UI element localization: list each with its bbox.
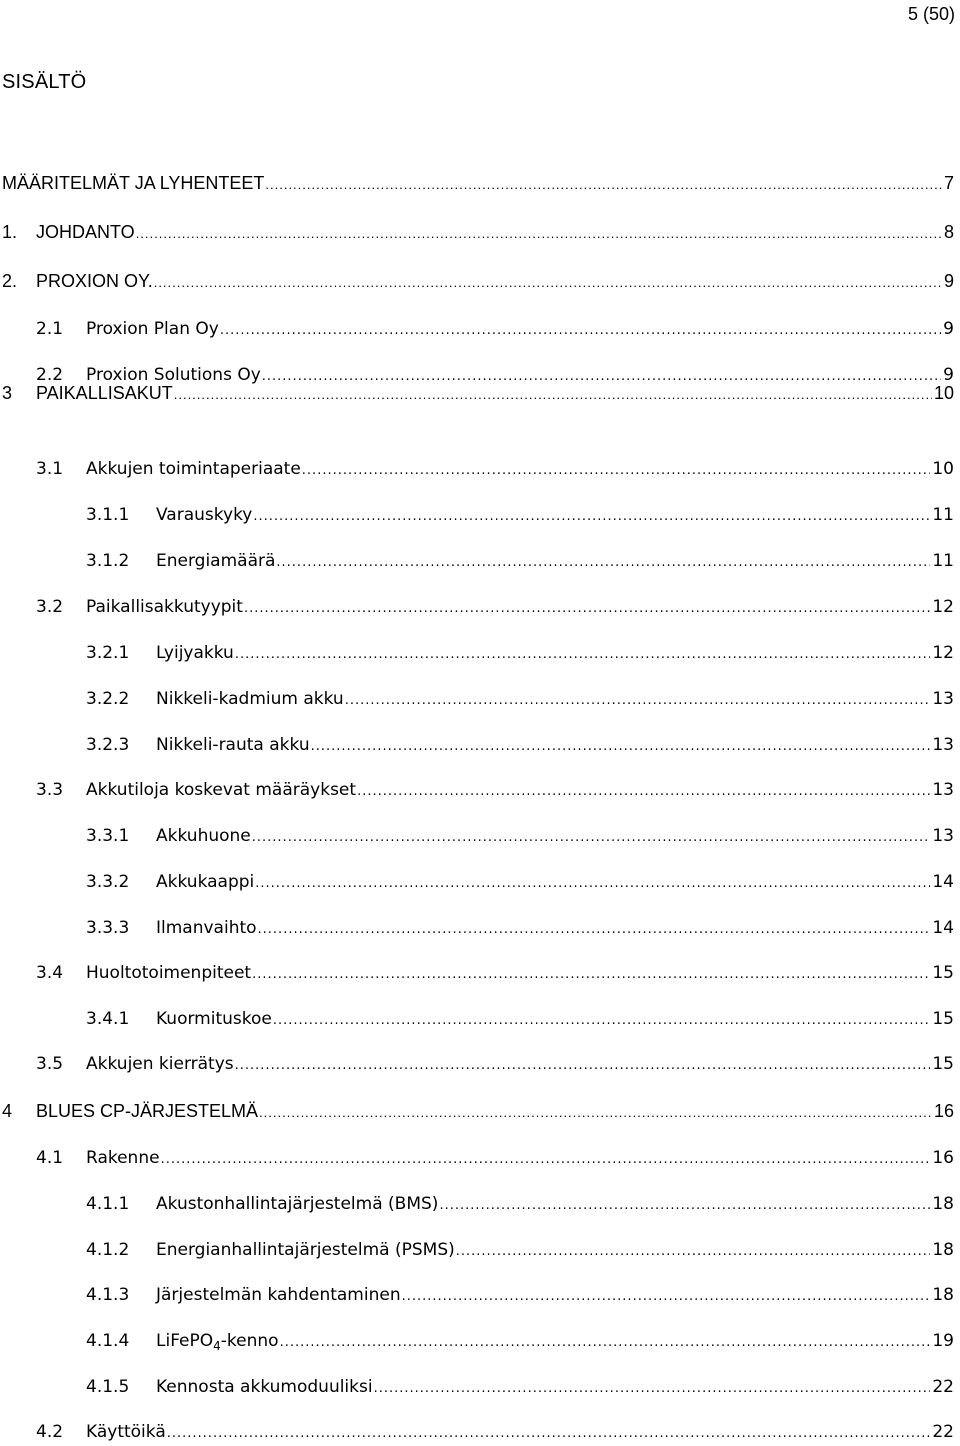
toc-entry-label: Käyttöikä — [86, 1422, 166, 1442]
toc-entry-number: 3.2 — [36, 597, 64, 617]
toc-entry-page: 19 — [932, 1331, 954, 1351]
toc-entry[interactable] — [0, 221, 954, 245]
toc-entry-label: PROXION OY. — [36, 271, 153, 291]
toc-entry-label: Akkuhuone — [156, 826, 251, 846]
toc-entry-page: 16 — [932, 1148, 954, 1168]
toc-entry-number: 3.1.1 — [86, 505, 130, 525]
dot-leader — [345, 690, 931, 712]
toc-entry[interactable] — [0, 318, 954, 342]
toc-entry-label: Proxion Solutions Oy — [86, 365, 261, 385]
toc-entry-page: 22 — [932, 1422, 954, 1442]
toc-entry-number: 4.1 — [36, 1148, 64, 1168]
toc-entry-label: Akkujen toimintaperiaate — [86, 459, 301, 479]
toc-entry-label-subscript: 4 — [213, 1339, 221, 1353]
toc-entry-label: PAIKALLISAKUT — [36, 383, 173, 403]
dot-leader — [244, 598, 930, 620]
toc-entry-number: 4 — [2, 1101, 13, 1121]
toc-entry-page: 15 — [932, 1009, 954, 1029]
toc-entry-number: 3.5 — [36, 1054, 64, 1074]
toc-entry[interactable] — [0, 550, 954, 574]
toc-entry-number: 2.1 — [36, 319, 64, 339]
toc-entry[interactable] — [0, 1284, 954, 1308]
toc-entry-number: 3.4 — [36, 963, 64, 983]
toc-entry-number: 3.2.2 — [86, 689, 130, 709]
toc-entry[interactable] — [0, 504, 954, 528]
dot-leader — [258, 919, 931, 941]
toc-entry[interactable] — [0, 962, 954, 986]
toc-entry[interactable] — [0, 458, 954, 482]
toc-entry[interactable] — [0, 1008, 954, 1032]
toc-entry[interactable] — [0, 734, 954, 758]
dot-leader — [255, 873, 930, 895]
dot-leader — [276, 552, 930, 574]
toc-entry[interactable] — [0, 172, 954, 196]
toc-entry-label: Kennosta akkumoduuliksi — [156, 1377, 373, 1397]
toc-entry-page: 18 — [932, 1240, 954, 1260]
toc-entry-page: 11 — [932, 551, 954, 571]
toc-entry-label: Energiamäärä — [156, 551, 276, 571]
dot-leader — [161, 1149, 931, 1171]
toc-entry-page: 9 — [943, 271, 954, 291]
toc-entry-number: 3.2.1 — [86, 643, 130, 663]
toc-entry-number: 4.2 — [36, 1422, 64, 1442]
toc-entry-page: 9 — [943, 365, 954, 385]
dot-leader — [252, 827, 931, 849]
dot-leader — [357, 781, 930, 803]
toc-entry-label: MÄÄRITELMÄT JA LYHENTEET — [2, 173, 265, 193]
toc-entry[interactable] — [0, 642, 954, 666]
toc-entry-label: Nikkeli-kadmium akku — [156, 689, 344, 709]
toc-entry-label: Energianhallintajärjestelmä (PSMS) — [156, 1240, 455, 1260]
dot-leader — [311, 736, 931, 758]
dot-leader — [252, 964, 930, 986]
toc-entry[interactable] — [0, 1193, 954, 1217]
dot-leader — [154, 272, 942, 294]
toc-entry-page: 8 — [943, 222, 954, 242]
toc-entry-page: 15 — [932, 1054, 954, 1074]
toc-entry-number: 3.1.2 — [86, 551, 130, 571]
dot-leader — [302, 460, 931, 482]
toc-entry[interactable] — [0, 688, 954, 712]
toc-entry-page: 22 — [932, 1377, 954, 1397]
toc-entry-label-tail: -kenno — [220, 1331, 279, 1351]
toc-entry-label: Rakenne — [86, 1148, 160, 1168]
toc-entry-page: 16 — [933, 1101, 954, 1121]
toc-entry-page: 11 — [932, 505, 954, 525]
dot-leader — [259, 1102, 932, 1124]
toc-entry-page: 15 — [932, 963, 954, 983]
toc-entry[interactable] — [0, 1376, 954, 1400]
toc-entry[interactable] — [0, 1147, 954, 1171]
dot-leader — [402, 1286, 931, 1308]
toc-entry-number: 3 — [2, 383, 13, 403]
toc-entry-label: Akkujen kierrätys — [86, 1054, 234, 1074]
toc-entry-label: Ilmanvaihto — [156, 918, 257, 938]
toc-entry-page: 7 — [943, 173, 954, 193]
dot-leader — [253, 506, 930, 528]
toc-entry-page: 12 — [932, 597, 954, 617]
toc-entry-page: 13 — [932, 780, 954, 800]
toc-entry-label: Akkukaappi — [156, 872, 255, 892]
toc-entry-page: 18 — [932, 1194, 954, 1214]
toc-entry-label: Akkutiloja koskevat määräykset — [86, 780, 357, 800]
toc-entry[interactable] — [0, 596, 954, 620]
dot-leader — [174, 384, 932, 406]
dot-leader — [167, 1423, 931, 1445]
toc-entry-number: 3.3.1 — [86, 826, 130, 846]
toc-entry-page: 18 — [932, 1285, 954, 1305]
dot-leader — [374, 1378, 931, 1400]
toc-entry[interactable] — [0, 270, 954, 294]
toc-entry-number: 3.2.3 — [86, 735, 130, 755]
toc-entry[interactable] — [0, 1421, 954, 1445]
page-number: 5 (50) — [907, 4, 955, 24]
toc-entry[interactable] — [0, 1239, 954, 1263]
toc-entry-page: 12 — [932, 643, 954, 663]
dot-leader — [273, 1010, 931, 1032]
toc-entry[interactable] — [0, 1100, 954, 1124]
toc-entry-label: Huoltotoimenpiteet — [86, 963, 252, 983]
toc-entry[interactable] — [0, 917, 954, 941]
toc-entry[interactable] — [0, 382, 954, 406]
toc-entry-label: Lyijyakku — [156, 643, 234, 663]
toc-entry-label: BLUES CP-JÄRJESTELMÄ — [36, 1101, 259, 1121]
toc-entry-label: JOHDANTO — [36, 222, 135, 242]
dot-leader — [220, 320, 941, 342]
toc-entry-page: 13 — [932, 735, 954, 755]
toc-entry-label: Akustonhallintajärjestelmä (BMS) — [156, 1194, 439, 1214]
toc-entry-label: Varauskyky — [156, 505, 253, 525]
toc-entry-label: Proxion Plan Oy — [86, 319, 219, 339]
toc-entry-number: 2.2 — [36, 365, 64, 385]
toc-entry[interactable] — [0, 871, 954, 895]
toc-entry-page: 10 — [932, 459, 954, 479]
dot-leader — [265, 174, 942, 196]
toc-entry-label: Paikallisakkutyypit — [86, 597, 243, 617]
toc-entry[interactable] — [0, 1330, 954, 1354]
dot-leader — [235, 1055, 931, 1077]
dot-leader — [456, 1241, 931, 1263]
toc-entry-page: 14 — [932, 918, 954, 938]
toc-entry-page: 13 — [932, 826, 954, 846]
toc-entry-label: Nikkeli-rauta akku — [156, 735, 310, 755]
toc-entry-number: 4.1.2 — [86, 1240, 130, 1260]
dot-leader — [280, 1332, 931, 1354]
toc-entry-number: 3.1 — [36, 459, 64, 479]
toc-entry-label — [156, 1330, 279, 1353]
toc-entry-page: 14 — [932, 872, 954, 892]
toc-entry-label: Järjestelmän kahdentaminen — [156, 1285, 401, 1305]
toc-entry-number: 3.3.2 — [86, 872, 130, 892]
toc-entry-number: 2. — [2, 271, 18, 291]
toc-entry-page: 9 — [943, 319, 954, 339]
toc-entry-page: 13 — [932, 689, 954, 709]
toc-entry-label: Kuormituskoe — [156, 1009, 272, 1029]
toc-entry-page: 10 — [933, 383, 954, 403]
toc-entry-number: 1. — [2, 222, 18, 242]
toc-entry-number: 4.1.5 — [86, 1377, 130, 1397]
dot-leader — [439, 1195, 930, 1217]
toc-title: SISÄLTÖ — [2, 71, 87, 93]
toc-entry-number: 4.1.1 — [86, 1194, 130, 1214]
toc-entry[interactable] — [0, 825, 954, 849]
toc-entry-number: 3.4.1 — [86, 1009, 130, 1029]
toc-entry-number: 4.1.4 — [86, 1331, 130, 1351]
toc-entry[interactable] — [0, 779, 954, 803]
toc-entry[interactable] — [0, 1053, 954, 1077]
toc-entry-number: 3.3.3 — [86, 918, 130, 938]
dot-leader — [235, 644, 931, 666]
toc-entry-label-main: LiFePO — [156, 1331, 214, 1351]
dot-leader — [136, 223, 942, 245]
toc-entry-number: 3.3 — [36, 780, 64, 800]
toc-entry-number: 4.1.3 — [86, 1285, 130, 1305]
